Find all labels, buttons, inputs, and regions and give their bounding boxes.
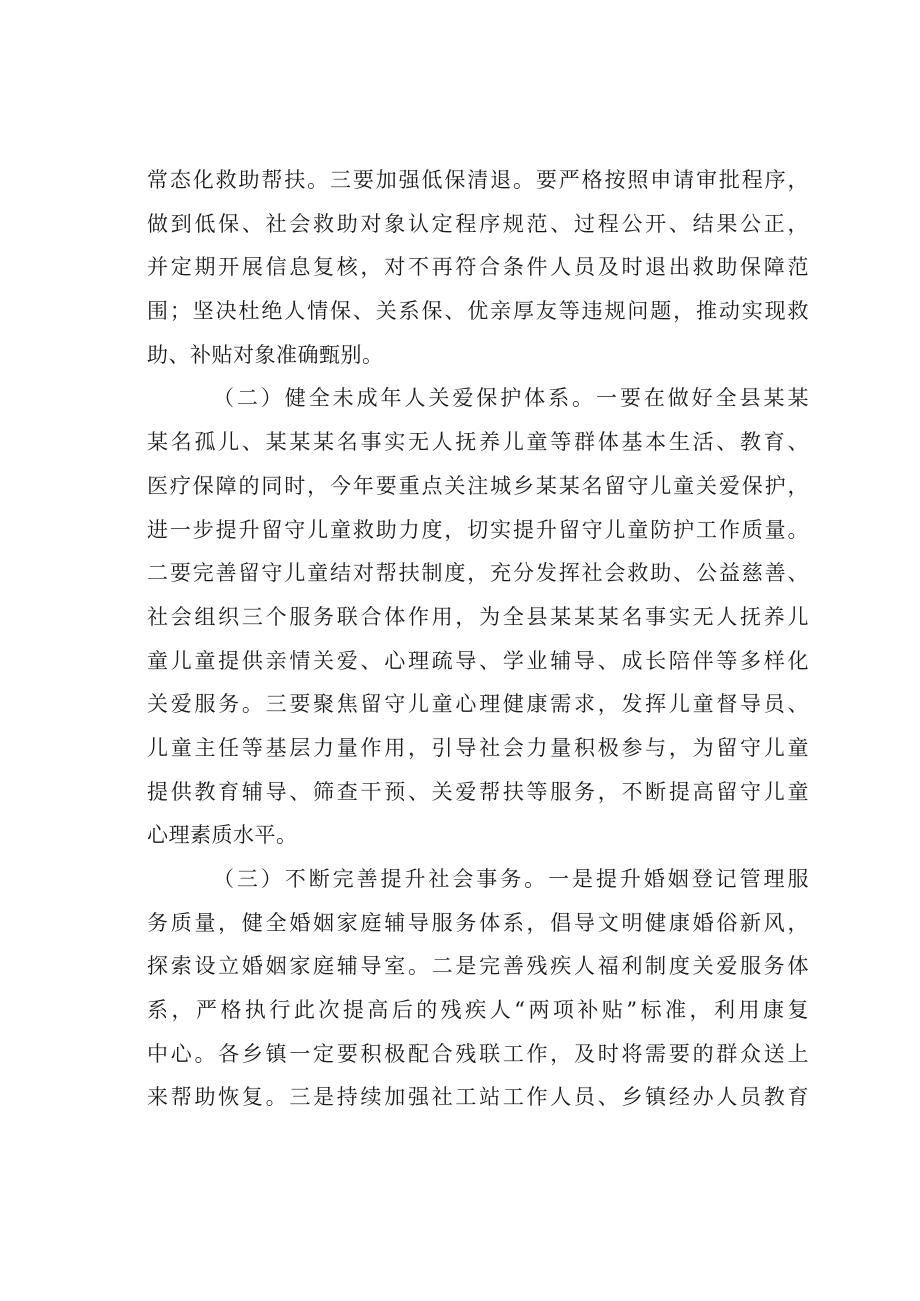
document-body bbox=[147, 159, 809, 1120]
text-line: 常态化救助帮扶。三要加强低保清退。要严格按照申请审批程序， bbox=[147, 168, 809, 192]
text-line: 儿童主任等基层力量作用，引导社会力量积极参与，为留守儿童 bbox=[147, 735, 809, 760]
text-line: 进一步提升留守儿童救助力度，切实提升留守儿童防护工作质量。 bbox=[147, 517, 809, 542]
text-line: 探索设立婚姻家庭辅导室。二是完善残疾人福利制度关爱服务体 bbox=[147, 954, 809, 979]
text-line: 二要完善留守儿童结对帮扶制度，充分发挥社会救助、公益慈善、 bbox=[147, 561, 809, 586]
text-line: 医疗保障的同时，今年要重点关注城乡某某名留守儿童关爱保护， bbox=[147, 473, 809, 498]
section-heading-line: （三）不断完善提升社会事务。一是提升婚姻登记管理服 bbox=[213, 867, 809, 891]
section-heading-line: （二）健全未成年人关爱保护体系。一要在做好全县某某 bbox=[213, 386, 809, 411]
text-line: 心理素质水平。 bbox=[147, 823, 298, 848]
text-line: 提供教育辅导、筛查干预、关爱帮扶等服务，不断提高留守儿童 bbox=[147, 779, 809, 804]
text-line: 围；坚决杜绝人情保、关系保、优亲厚友等违规问题，推动实现救 bbox=[147, 299, 809, 324]
text-line: 关爱服务。三要聚焦留守儿童心理健康需求，发挥儿童督导员、 bbox=[147, 692, 809, 717]
text-line: 系，严格执行此次提高后的残疾人“两项补贴”标准，利用康复 bbox=[147, 998, 809, 1023]
text-line: 务质量，健全婚姻家庭辅导服务体系，倡导文明健康婚俗新风， bbox=[147, 910, 809, 935]
text-line: 助、补贴对象准确甄别。 bbox=[147, 342, 384, 367]
text-line: 来帮助恢复。三是持续加强社工站工作人员、乡镇经办人员教育 bbox=[147, 1085, 809, 1110]
text-line: 中心。各乡镇一定要积极配合残联工作，及时将需要的群众送上 bbox=[147, 1041, 809, 1066]
text-line: 做到低保、社会救助对象认定程序规范、过程公开、结果公正， bbox=[147, 211, 809, 236]
text-line: 某名孤儿、某某某名事实无人抚养儿童等群体基本生活、教育、 bbox=[147, 430, 809, 455]
text-line: 童儿童提供亲情关爱、心理疏导、学业辅导、成长陪伴等多样化 bbox=[147, 648, 809, 673]
text-line: 并定期开展信息复核，对不再符合条件人员及时退出救助保障范 bbox=[147, 255, 809, 280]
text-line: 社会组织三个服务联合体作用，为全县某某某名事实无人抚养儿 bbox=[147, 604, 809, 629]
